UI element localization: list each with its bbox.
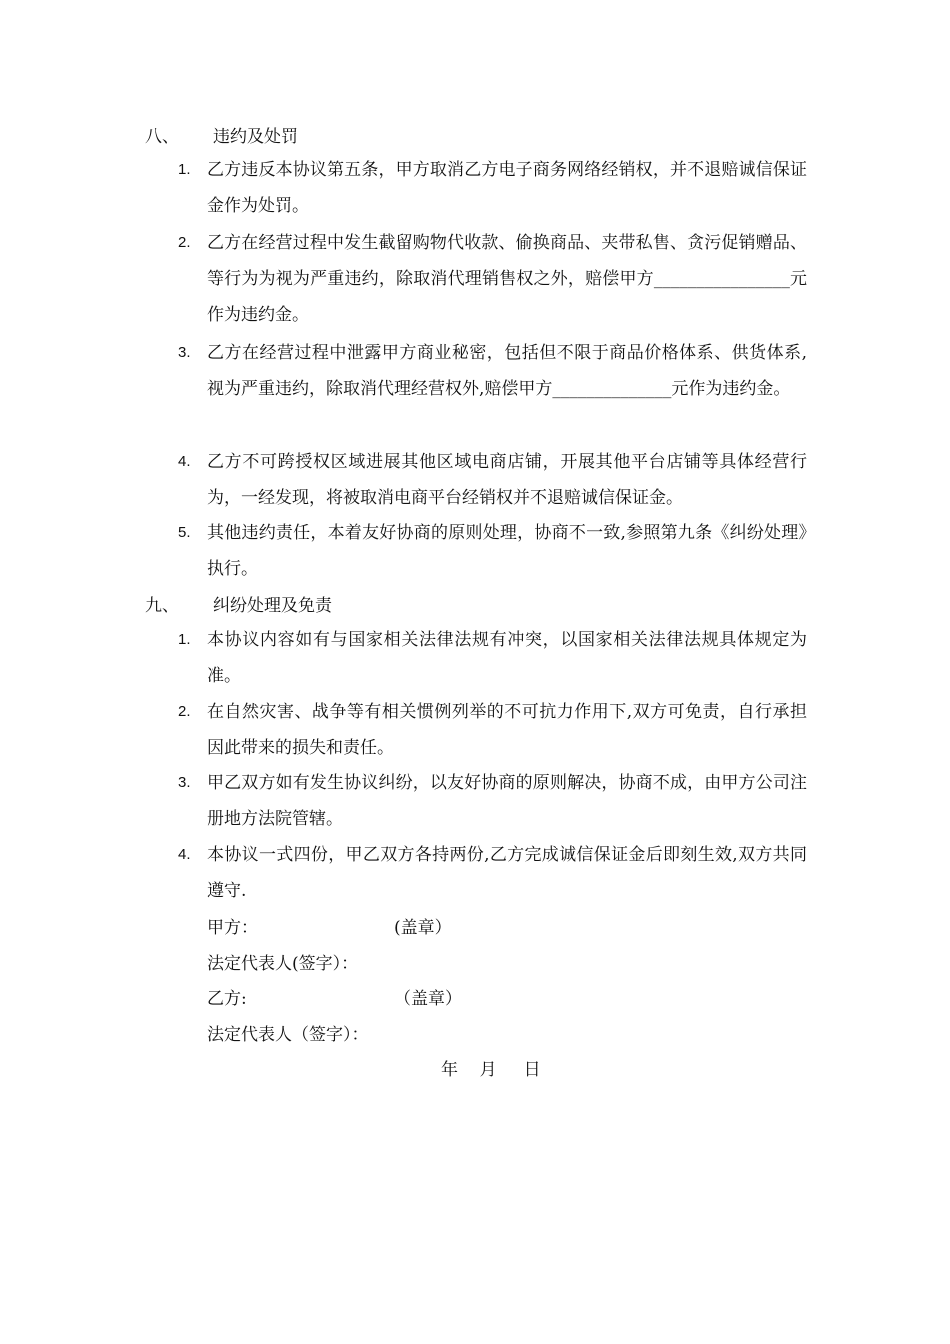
item-text: 乙方在经营过程中泄露甲方商业秘密，包括但不限于商品价格体系、供货体系,视为严重违约，除取消代理经营权外,赔偿甲方______________元作为违约金。 bbox=[207, 343, 807, 399]
item-text: 在自然灾害、战争等有相关惯例列举的不可抗力作用下,双方可免责，自行承担因此带来的损失和责任。 bbox=[207, 702, 807, 758]
list-item bbox=[178, 152, 818, 224]
party-b-label: 乙方: bbox=[207, 989, 247, 1009]
item-number: 1. bbox=[178, 631, 191, 648]
item-number: 2. bbox=[178, 234, 191, 251]
section-heading-9 bbox=[145, 594, 332, 618]
party-b-seal: （盖章） bbox=[394, 989, 462, 1009]
item-number: 4. bbox=[178, 846, 191, 863]
item-number: 3. bbox=[178, 774, 191, 791]
list-item bbox=[178, 444, 818, 516]
item-text: 乙方不可跨授权区域进展其他区域电商店铺，开展其他平台店铺等具体经营行为，一经发现，将被取消电商平台经销权并不退赔诚信保证金。 bbox=[207, 452, 807, 508]
party-b-representative bbox=[207, 1023, 369, 1047]
party-b-rep-label: 法定代表人（签字）： bbox=[207, 1025, 369, 1045]
list-item bbox=[178, 515, 818, 587]
item-text: 其他违约责任，本着友好协商的原则处理，协商不一致,参照第九条《纠纷处理》执行。 bbox=[207, 523, 807, 579]
section-number: 八、 bbox=[145, 127, 179, 147]
item-text: 本协议内容如有与国家相关法律法规有冲突，以国家相关法律法规具体规定为准。 bbox=[207, 630, 807, 686]
list-item bbox=[178, 225, 818, 333]
party-a-label: 甲方： bbox=[207, 918, 258, 938]
list-item bbox=[178, 622, 818, 694]
item-text: 甲乙双方如有发生协议纠纷，以友好协商的原则解决，协商不成，由甲方公司注册地方法院管辖。 bbox=[207, 773, 807, 829]
party-a-rep-label: 法定代表人(签字）： bbox=[207, 954, 359, 974]
section-number: 九、 bbox=[145, 596, 179, 616]
item-number: 2. bbox=[178, 703, 191, 720]
list-item bbox=[178, 694, 818, 766]
item-text: 乙方违反本协议第五条，甲方取消乙方电子商务网络经销权，并不退赔诚信保证金作为处罚。 bbox=[207, 160, 807, 216]
party-b-line bbox=[207, 987, 462, 1011]
item-number: 1. bbox=[178, 161, 191, 178]
section-title: 纠纷处理及免责 bbox=[213, 596, 332, 616]
item-number: 5. bbox=[178, 524, 191, 541]
list-item bbox=[178, 837, 818, 909]
party-a-representative bbox=[207, 952, 358, 976]
item-text: 本协议一式四份，甲乙双方各持两份,乙方完成诚信保证金后即刻生效,双方共同遵守. bbox=[207, 845, 807, 901]
item-text: 乙方在经营过程中发生截留购物代收款、偷换商品、夹带私售、贪污促销赠品、等行为为视为严重违约，除取消代理销售权之外，赔偿甲方________________元作为违约金。 bbox=[207, 233, 807, 325]
section-heading-8 bbox=[145, 125, 298, 149]
item-number: 4. bbox=[178, 453, 191, 470]
party-a-seal: (盖章） bbox=[394, 918, 452, 938]
item-number: 3. bbox=[178, 344, 191, 361]
signing-date: 年 月 日 bbox=[441, 1060, 541, 1080]
section-title: 违约及处罚 bbox=[213, 127, 298, 147]
party-a-line bbox=[207, 916, 452, 940]
list-item bbox=[178, 335, 818, 407]
list-item bbox=[178, 765, 818, 837]
